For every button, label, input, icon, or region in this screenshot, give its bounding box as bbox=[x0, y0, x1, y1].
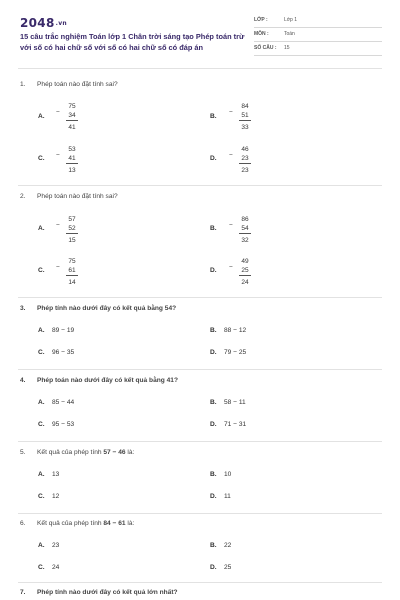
meta-label: SỐ CÂU : bbox=[254, 45, 277, 51]
meta-label: MÔN : bbox=[254, 31, 269, 37]
question-2-title bbox=[20, 193, 118, 200]
meta-value: Lớp 1 bbox=[284, 17, 298, 23]
question-number: 6. bbox=[20, 520, 26, 527]
question-number: 4. bbox=[20, 377, 26, 384]
question-7-title bbox=[20, 589, 178, 596]
question-number: 1. bbox=[20, 81, 26, 88]
question-text: Phép toán nào đặt tính sai? bbox=[37, 81, 118, 88]
question-text: Phép toán nào đặt tính sai? bbox=[37, 193, 118, 200]
question-4-title bbox=[20, 377, 178, 384]
meta-count-row bbox=[254, 44, 382, 56]
question-expression: 84 − 61 bbox=[103, 520, 126, 527]
worksheet-page: 2048.vn 15 câu trắc nghiệm Toán lớp 1 Chân trời sáng tạo Phép toán trừ với số có hai chữ số với số có hai chữ số có đáp án LỚP : Lớp 1 MÔN : Toán SỐ CÂU : 15 1. Phép toán nào đặt tính sai? A. − 75 34 41 B. − 84 51 33 C. − 53 41 13 D. − 46 23 23 2. Phép toán nào đặt tính sai? A. − 57 52 15 B. − 86 54 32 C. − 75 61 14 D. − 49 25 24 3. Phép tính nào dưới đây có kết quả bằng 54? A. 89 − 19 B. 88 − 12 C. 96 − 35 D. 79 − 25 4. Phép toán nào dưới đây có kết quả bằng 41? A. 85 − 44 B. 58 − 11 C. 95 − 53 D. 71 − 31 5. Kết quả của phép tính 57 − 46 là: A. 13 B. 10 C. 12 D. 11 6. Kết quả của phép tính 84 − 61 là: A. 23 B. 22 C. 24 D. 25 7. Phép tính nào dưới đây có kết quả lớn nhất? bbox=[0, 0, 400, 600]
question-divider bbox=[18, 582, 382, 583]
question-divider bbox=[18, 297, 382, 298]
question-1-title bbox=[20, 81, 118, 88]
question-5-title: 5. Kết quả của phép tính 57 − 46 là: bbox=[20, 449, 135, 456]
question-text: Phép tính nào dưới đây có kết quả bằng 54? bbox=[37, 305, 177, 312]
header-divider bbox=[18, 68, 382, 69]
meta-subject-row bbox=[254, 30, 382, 42]
meta-value: 15 bbox=[284, 45, 290, 51]
question-number: 3. bbox=[20, 305, 26, 312]
question-text: Phép toán nào dưới đây có kết quả bằng 41? bbox=[37, 377, 178, 384]
question-number: 7. bbox=[20, 589, 26, 596]
meta-value: Toán bbox=[284, 31, 295, 37]
question-text: Phép tính nào dưới đây có kết quả lớn nhất? bbox=[37, 589, 178, 596]
meta-label: LỚP : bbox=[254, 17, 268, 23]
site-logo[interactable] bbox=[20, 16, 67, 30]
logo-text: 2048 bbox=[20, 16, 55, 30]
question-divider bbox=[18, 513, 382, 514]
question-divider bbox=[18, 369, 382, 370]
question-divider bbox=[18, 185, 382, 186]
question-number: 5. bbox=[20, 449, 26, 456]
document-title: 15 câu trắc nghiệm Toán lớp 1 Chân trời sáng tạo Phép toán trừ với số có hai chữ số với số có hai chữ số có đáp án bbox=[20, 32, 245, 52]
logo-suffix: .vn bbox=[55, 20, 67, 27]
question-expression: 57 − 46 bbox=[103, 449, 126, 456]
question-divider bbox=[18, 441, 382, 442]
question-3-title bbox=[20, 305, 176, 312]
question-6-title: 6. Kết quả của phép tính 84 − 61 là: bbox=[20, 520, 135, 527]
meta-class-row bbox=[254, 16, 382, 28]
question-number: 2. bbox=[20, 193, 26, 200]
